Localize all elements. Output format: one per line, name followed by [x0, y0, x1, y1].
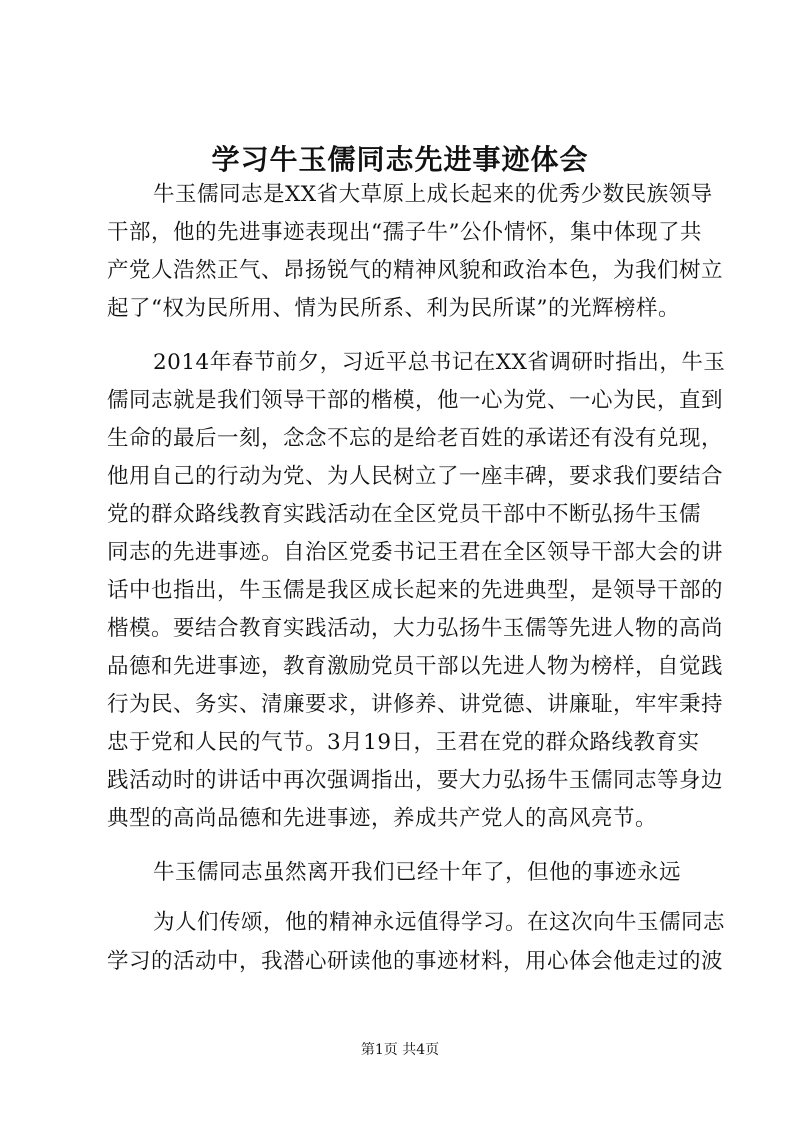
body-line: 儒同志就是我们领导干部的楷模，他一心为党、一心为民，直到	[107, 388, 724, 413]
body-line: 同志的先进事迹。自治区党委书记王君在全区领导干部大会的讲	[107, 540, 724, 565]
body-line: 生命的最后一刻，念念不忘的是给老百姓的承诺还有没有兑现，	[107, 426, 724, 451]
body-line: 党的群众路线教育实践活动在全区党员干部中不断弘扬牛玉儒	[107, 502, 702, 527]
body-line: 2014年春节前夕，习近平总书记在XX省调研时指出，牛玉	[153, 350, 726, 375]
body-line: 学习的活动中，我潜心研读他的事迹材料，用心体会他走过的波	[107, 949, 724, 974]
body-line: 起了“权为民所用、情为民所系、利为民所谋”的光辉榜样。	[107, 296, 680, 321]
body-line: 为人们传颂，他的精神永远值得学习。在这次向牛玉儒同志	[153, 910, 726, 935]
body-line: 楷模。要结合教育实践活动，大力弘扬牛玉儒等先进人物的高尚	[107, 616, 724, 641]
body-line: 产党人浩然正气、昂扬锐气的精神风貌和政治本色，为我们树立	[107, 258, 724, 283]
body-line: 干部，他的先进事迹表现出“孺子牛”公仆情怀，集中体现了共	[107, 220, 702, 245]
body-line: 践活动时的讲话中再次强调指出，要大力弘扬牛玉儒同志等身边	[107, 768, 724, 793]
body-line: 牛玉儒同志是XX省大草原上成长起来的优秀少数民族领导	[153, 182, 713, 207]
body-line: 行为民、务实、清廉要求，讲修养、讲党德、讲廉耻，牢牢秉持	[107, 692, 724, 717]
body-line: 品德和先进事迹，教育激励党员干部以先进人物为榜样，自觉践	[107, 654, 724, 679]
body-line: 典型的高尚品德和先进事迹，养成共产党人的高风亮节。	[107, 806, 658, 831]
page-number-footer: 第1页 共4页	[360, 1042, 440, 1058]
body-line: 牛玉儒同志虽然离开我们已经十年了，但他的事迹永远	[153, 860, 682, 885]
body-line: 忠于党和人民的气节。3月19日，王君在党的群众路线教育实	[107, 730, 700, 755]
body-line: 他用自己的行动为党、为人民树立了一座丰碑，要求我们要结合	[107, 464, 724, 489]
document-title: 学习牛玉儒同志先进事迹体会	[211, 143, 589, 176]
body-line: 话中也指出，牛玉儒是我区成长起来的先进典型，是领导干部的	[107, 578, 724, 603]
